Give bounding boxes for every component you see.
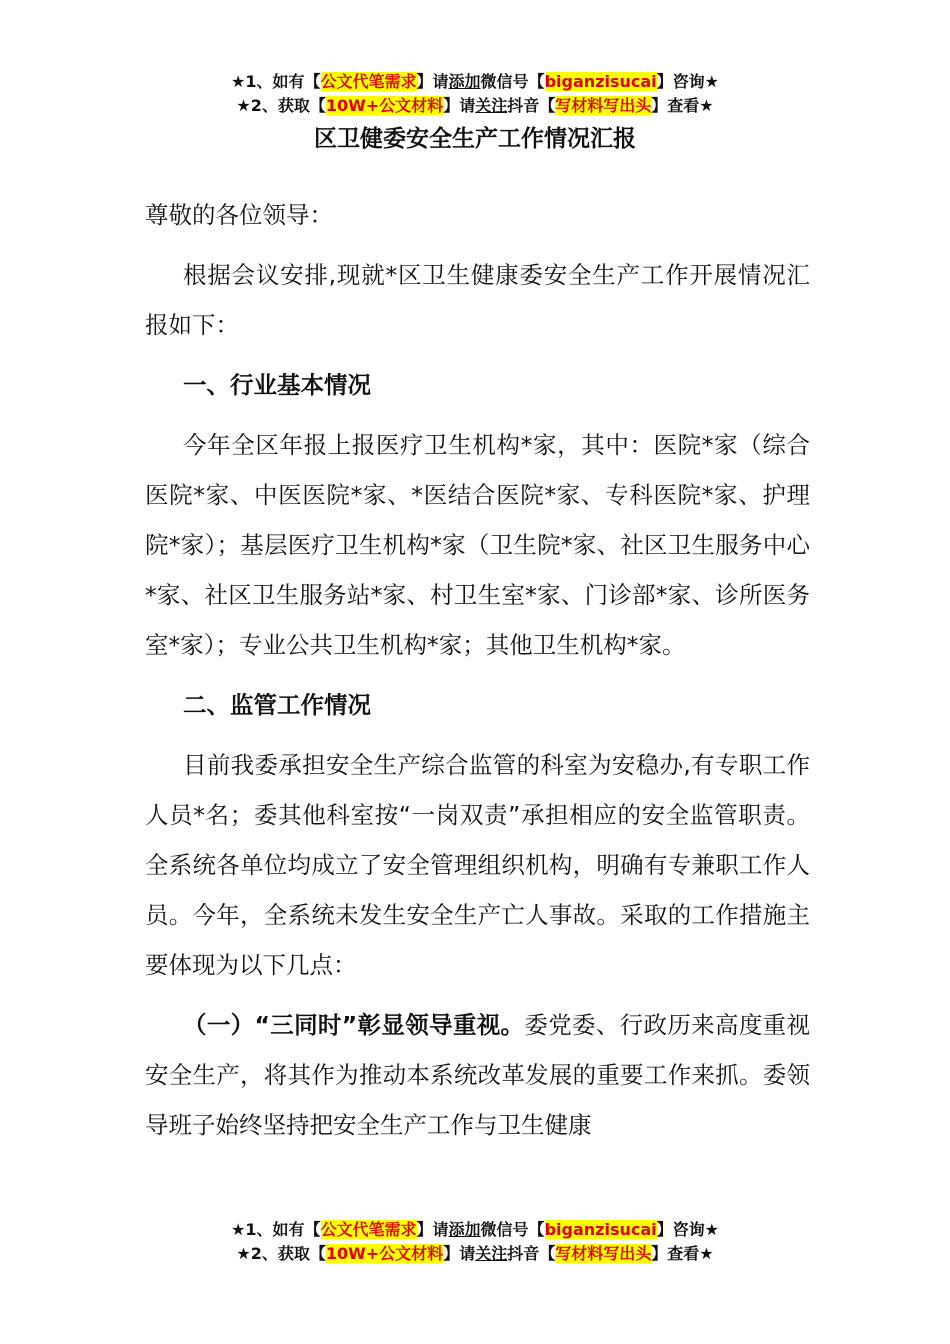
banner-text: 抖音【 (507, 1244, 556, 1263)
section-2-paragraph: 目前我委承担安全生产综合监管的科室为安稳办,有专职工作人员*名；委其他科室按“一岗双责”承担相应的安全监管职责。全系统各单位均成立了安全管理组织机构，明确有专兼职工作人员。今年，全系统未发生安全生产亡人事故。采取的工作措施主要体现为以下几点： (145, 751, 810, 979)
banner-text: ★2、获取【 (236, 96, 326, 115)
banner-highlight: biganzisucai (544, 1220, 657, 1239)
banner-text: 抖音【 (507, 96, 556, 115)
banner-underline: 关注 (475, 1244, 508, 1263)
section-1-heading: 一、行业基本情况 (183, 371, 371, 399)
document-title: 区卫健委安全生产工作情况汇报 (314, 126, 636, 152)
banner-line-2 (0, 1242, 950, 1266)
banner-text: 】请 (416, 72, 449, 91)
salutation: 尊敬的各位领导： (145, 201, 333, 229)
banner-text: 】请 (443, 1244, 476, 1263)
banner-text: 】咨询★ (656, 1220, 719, 1239)
footer-banner (0, 1218, 950, 1266)
banner-underline: 添加 (448, 72, 481, 91)
banner-text: ★1、如有【 (231, 1220, 321, 1239)
banner-highlight: 写材料写出头 (555, 96, 652, 115)
banner-line-1 (0, 1218, 950, 1242)
banner-text: 】查看★ (651, 96, 714, 115)
banner-underline: 关注 (475, 96, 508, 115)
banner-highlight: 公文代笔需求 (320, 1220, 417, 1239)
subsection-1-body: 委党委、行政历来高度重视安全生产，将其作为推动本系统改革发展的重要工作来抓。委领导班子始终坚持把安全生产工作与卫生健康 (145, 1011, 811, 1139)
document-body (145, 190, 810, 1160)
banner-line-1 (0, 70, 950, 94)
banner-text: ★1、如有【 (231, 72, 321, 91)
banner-text: 】咨询★ (656, 72, 719, 91)
banner-highlight: biganzisucai (544, 72, 657, 91)
section-1-paragraph: 今年全区年报上报医疗卫生机构*家，其中：医院*家（综合医院*家、中医医院*家、*医结合医院*家、专科医院*家、护理院*家）；基层医疗卫生机构*家（卫生院*家、社区卫生服务中心*家、社区卫生服务站*家、村卫生室*家、门诊部*家、诊所医务室*家）；专业公共卫生机构*家；其他卫生机构*家。 (145, 431, 810, 659)
banner-text: ★2、获取【 (236, 1244, 326, 1263)
section-2-heading: 二、监管工作情况 (183, 691, 371, 719)
banner-text: 微信号【 (480, 1220, 545, 1239)
subsection-1-paragraph (145, 1000, 810, 1150)
banner-underline: 添加 (448, 1220, 481, 1239)
banner-text: 微信号【 (480, 72, 545, 91)
intro-paragraph: 根据会议安排,现就*区卫生健康委安全生产工作开展情况汇报如下： (145, 261, 810, 339)
banner-text: 】请 (416, 1220, 449, 1239)
banner-highlight: 公文代笔需求 (320, 72, 417, 91)
banner-line-2 (0, 94, 950, 118)
subsection-1-heading: （一）“三同时”彰显领导重视。 (183, 1011, 525, 1039)
banner-highlight: 写材料写出头 (555, 1244, 652, 1263)
banner-highlight: 10W+公文材料 (325, 96, 444, 115)
banner-text: 】请 (443, 96, 476, 115)
banner-text: 】查看★ (651, 1244, 714, 1263)
banner-highlight: 10W+公文材料 (325, 1244, 444, 1263)
header-banner (0, 70, 950, 118)
